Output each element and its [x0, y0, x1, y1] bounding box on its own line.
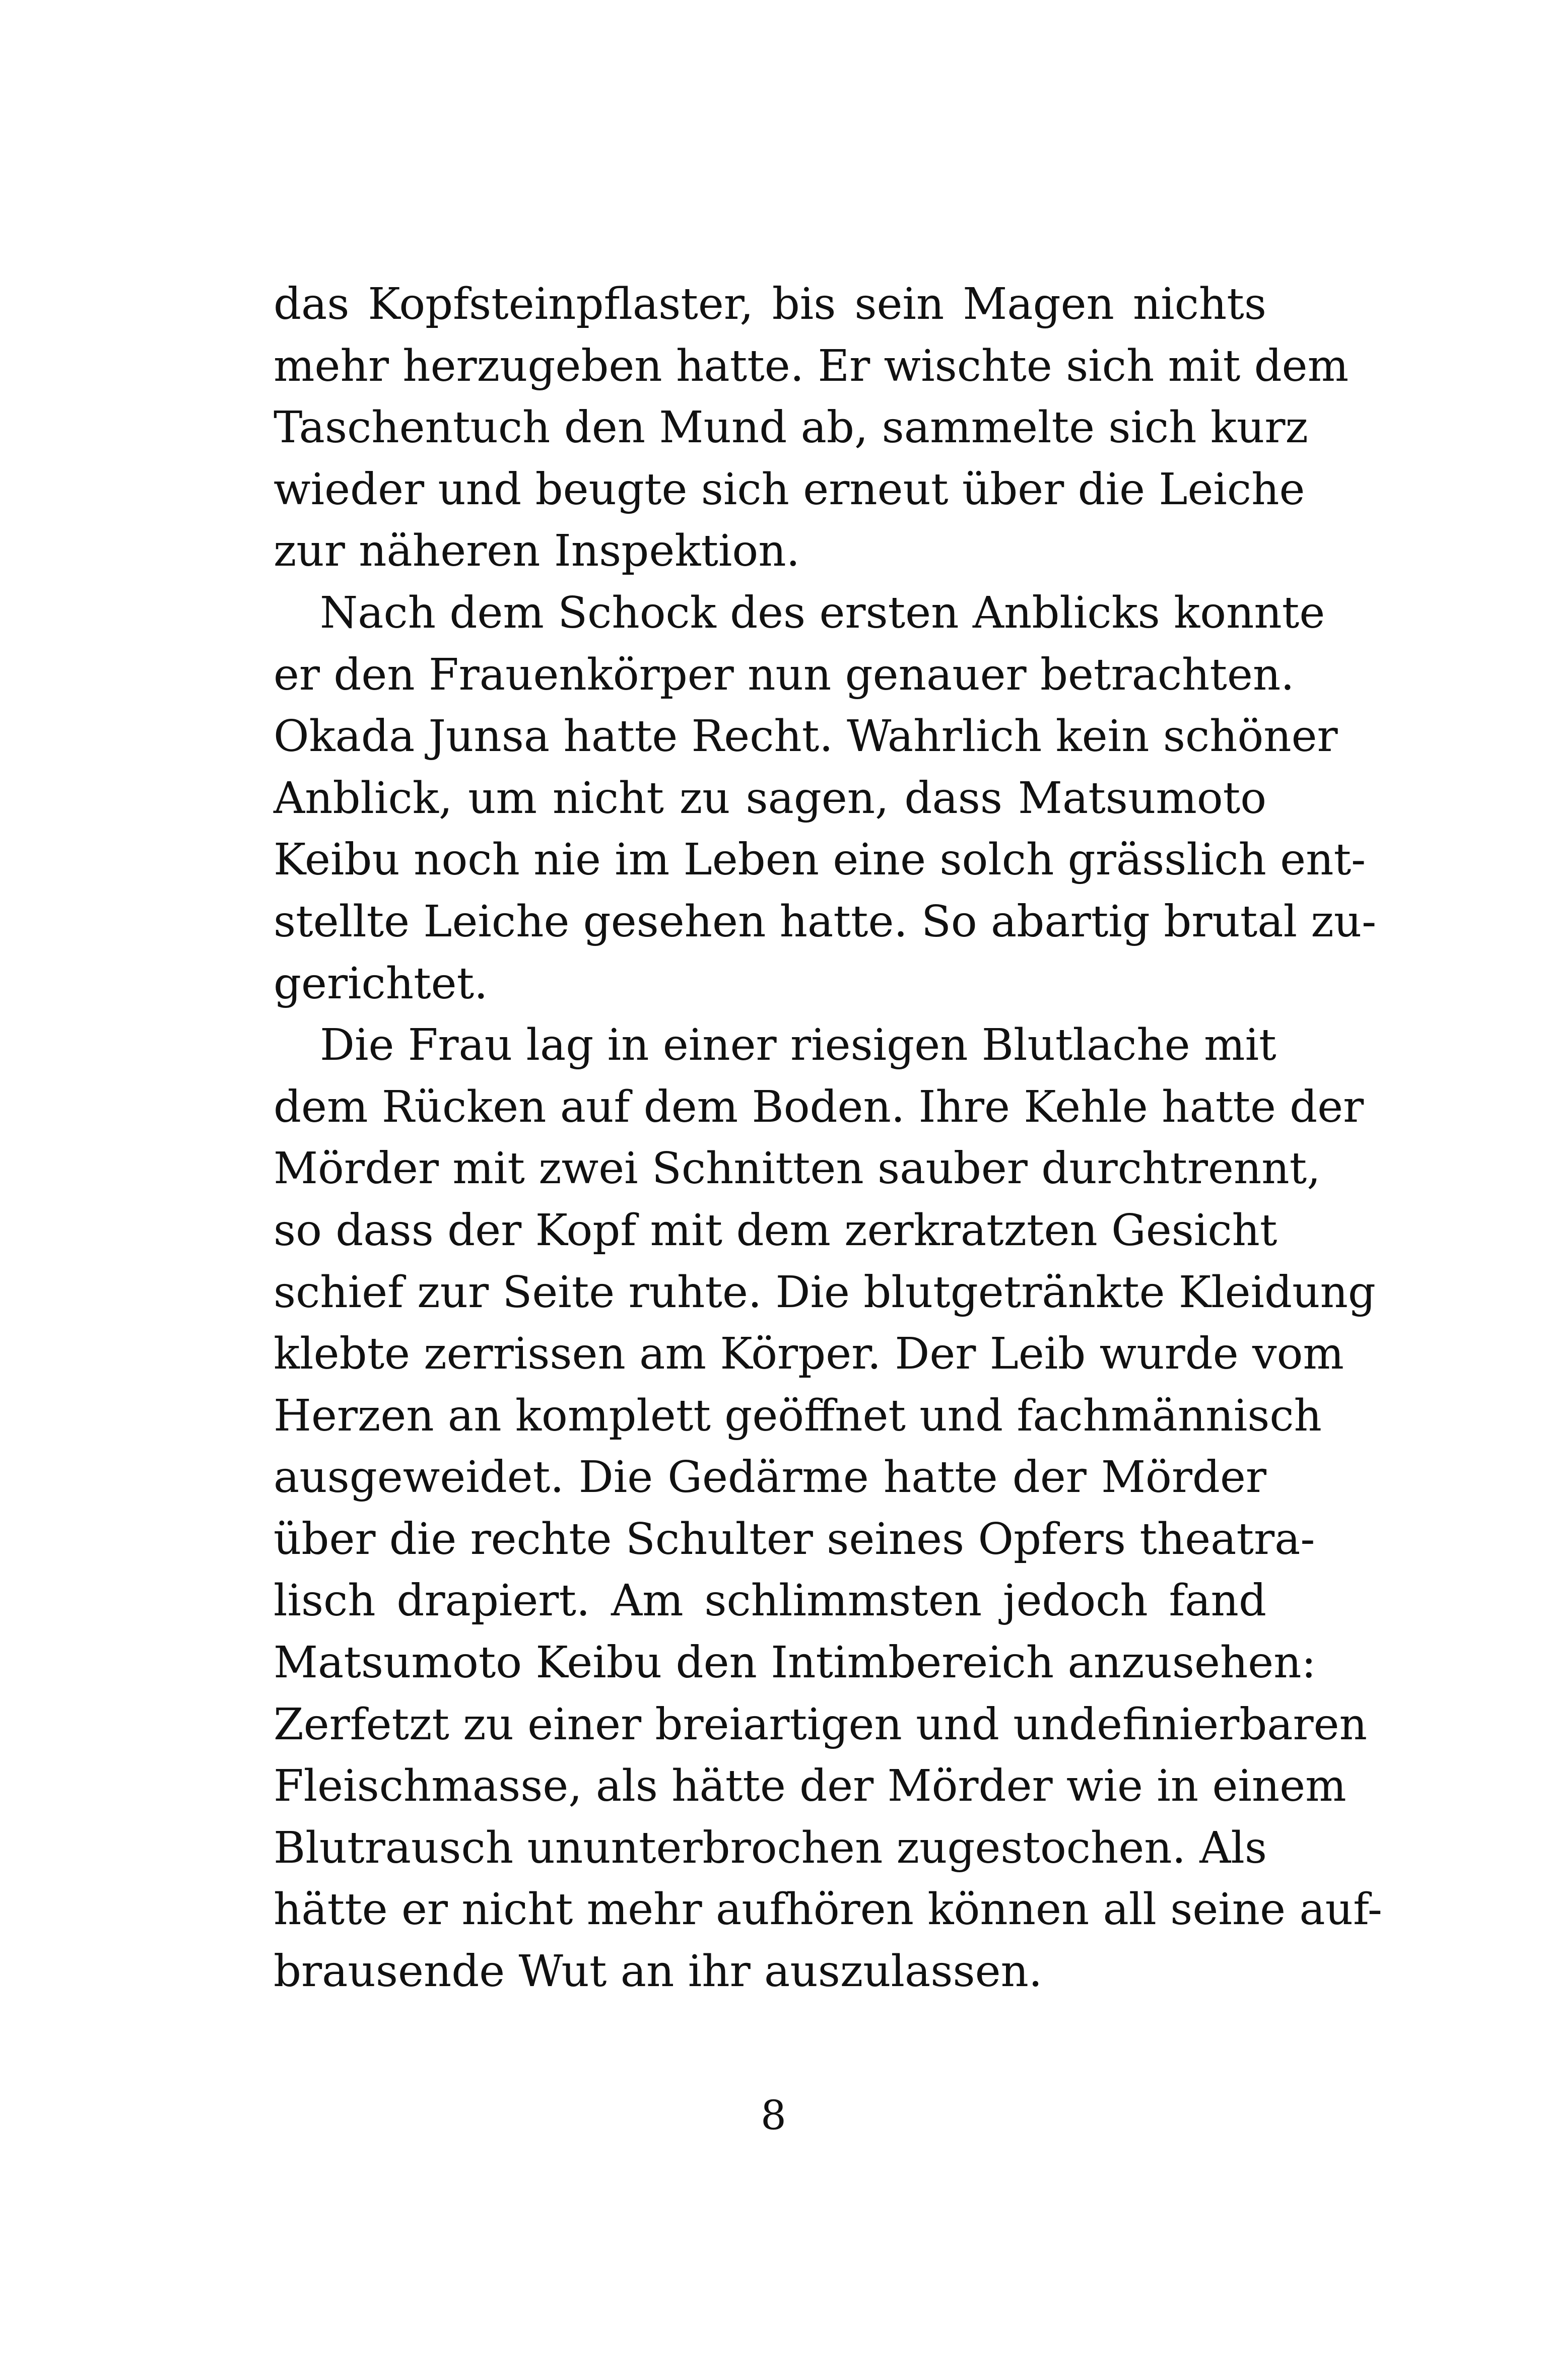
text-line: mehr herzugeben hatte. Er wischte sich mit dem: [274, 341, 1349, 391]
text-line: klebte zerrissen am Körper. Der Leib wurde vom: [274, 1329, 1344, 1380]
page-number: 8: [761, 2092, 786, 2139]
text-line: Blutrausch ununterbrochen zugestochen. Als: [274, 1822, 1267, 1873]
text-line: hätte er nicht mehr aufhören können all seine auf-: [274, 1884, 1382, 1935]
text-line: Matsumoto Keibu den Intimbereich anzusehen:: [274, 1638, 1316, 1688]
text-line: schief zur Seite ruhte. Die blutgetränkte Kleidung: [274, 1267, 1376, 1318]
text-line: Taschentuch den Mund ab, sammelte sich kurz: [274, 402, 1308, 453]
text-line: das Kopfsteinpflaster, bis sein Magen nichts: [274, 279, 1266, 329]
text-line: Anblick, um nicht zu sagen, dass Matsumoto: [274, 773, 1266, 824]
text-line: Nach dem Schock des ersten Anblicks konnte: [320, 587, 1325, 638]
text-line: er den Frauenkörper nun genauer betrachten.: [274, 649, 1295, 700]
text-line: stellte Leiche gesehen hatte. So abartig brutal zu-: [274, 896, 1377, 947]
text-line: so dass der Kopf mit dem zerkratzten Gesicht: [274, 1205, 1277, 1256]
text-line: Fleischmasse, als hätte der Mörder wie in einem: [274, 1761, 1347, 1812]
text-line: dem Rücken auf dem Boden. Ihre Kehle hatte der: [274, 1081, 1364, 1132]
text-line: Keibu noch nie im Leben eine solch grässlich ent-: [274, 835, 1366, 886]
body-text: [274, 274, 1382, 2003]
text-line: gerichtet.: [274, 958, 488, 1009]
text-line: über die rechte Schulter seines Opfers theatra-: [274, 1514, 1315, 1565]
text-line: Herzen an komplett geöffnet und fachmännisch: [274, 1390, 1322, 1441]
text-line: wieder und beugte sich erneut über die Leiche: [274, 464, 1305, 515]
text-line: ausgeweidet. Die Gedärme hatte der Mörder: [274, 1452, 1266, 1503]
text-line: Mörder mit zwei Schnitten sauber durchtrennt,: [274, 1143, 1321, 1194]
text-line: brausende Wut an ihr auszulassen.: [274, 1946, 1043, 1997]
text-line: zur näheren Inspektion.: [274, 526, 800, 577]
text-line: Die Frau lag in einer riesigen Blutlache mit: [320, 1020, 1276, 1071]
text-line: Zerfetzt zu einer breiartigen und undefinierbaren: [274, 1699, 1367, 1750]
text-line: Okada Junsa hatte Recht. Wahrlich kein schöner: [274, 711, 1338, 762]
text-line: lisch drapiert. Am schlimmsten jedoch fand: [274, 1576, 1266, 1626]
